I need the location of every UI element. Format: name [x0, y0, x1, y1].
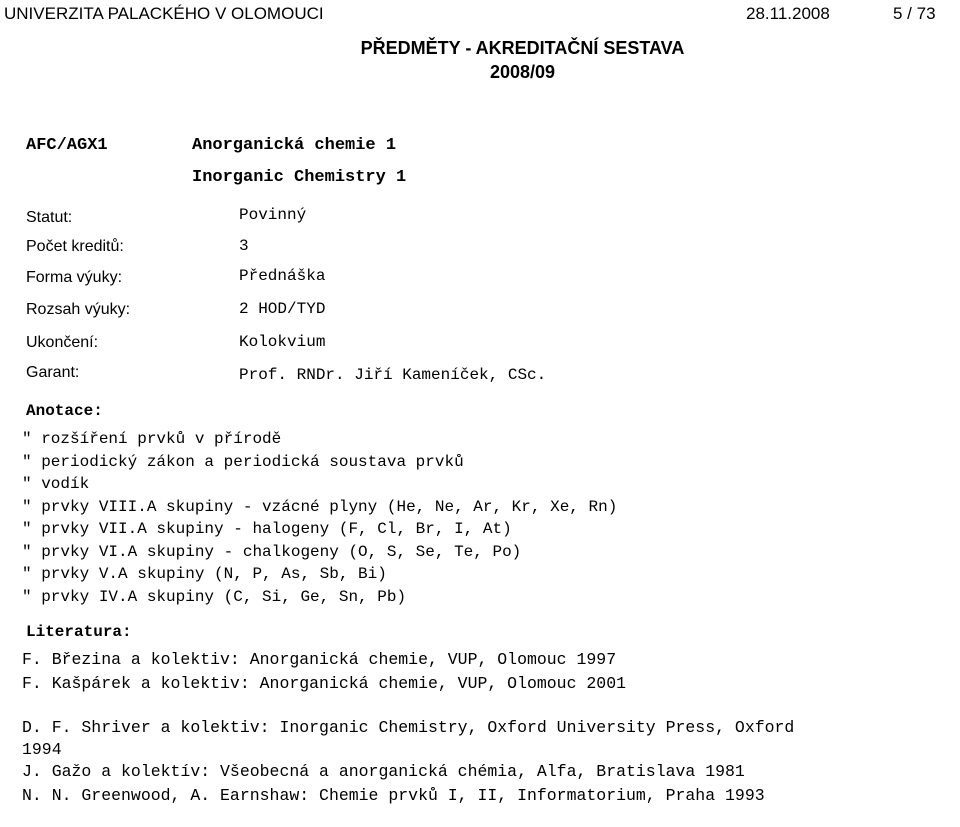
- literature-item: F. Kašpárek a kolektiv: Anorganická chemie, VUP, Olomouc 2001: [22, 674, 626, 693]
- value-credits: 3: [239, 237, 249, 255]
- annotation-item: " periodický zákon a periodická soustava prvků: [22, 452, 464, 471]
- page-number: 5 / 73: [893, 4, 936, 23]
- university-name: UNIVERZITA PALACKÉHO V OLOMOUCI: [4, 4, 324, 23]
- literature-item: N. N. Greenwood, A. Earnshaw: Chemie prvků I, II, Informatorium, Praha 1993: [22, 786, 765, 805]
- label-scope: Rozsah výuky:: [26, 301, 131, 318]
- annotation-item: " prvky VIII.A skupiny - vzácné plyny (He, Ne, Ar, Kr, Xe, Rn): [22, 497, 618, 516]
- literature-item: J. Gažo a kolektív: Všeobecná a anorganická chémia, Alfa, Bratislava 1981: [22, 762, 745, 781]
- report-date: 28.11.2008: [746, 4, 830, 23]
- value-completion: Kolokvium: [239, 333, 326, 351]
- label-completion: Ukončení:: [26, 334, 99, 351]
- report-title: PŘEDMĚTY - AKREDITAČNÍ SESTAVA: [360, 38, 685, 58]
- annotation-item: " prvky IV.A skupiny (C, Si, Ge, Sn, Pb): [22, 587, 407, 606]
- literature-item: D. F. Shriver a kolektiv: Inorganic Chemistry, Oxford University Press, Oxford: [22, 718, 795, 737]
- label-form: Forma výuky:: [26, 269, 123, 286]
- value-scope: 2 HOD/TYD: [239, 300, 326, 318]
- annotation-item: " prvky VI.A skupiny - chalkogeny (O, S, Se, Te, Po): [22, 542, 522, 561]
- annotation-item: " prvky V.A skupiny (N, P, As, Sb, Bi): [22, 565, 387, 583]
- report-year: 2008/09: [489, 62, 556, 82]
- value-statut: Povinný: [239, 206, 307, 224]
- literature-heading: Literatura:: [26, 623, 132, 641]
- label-statut: Statut:: [26, 209, 73, 226]
- course-name-en: Inorganic Chemistry 1: [192, 168, 407, 187]
- course-code: AFC/AGX1: [26, 136, 108, 155]
- label-credits: Počet kreditů:: [26, 238, 124, 255]
- literature-item-continuation: 1994: [22, 740, 62, 759]
- annotation-item: " rozšíření prvků v přírodě: [22, 430, 282, 448]
- value-guarantor: Prof. RNDr. Jiří Kameníček, CSc.: [239, 366, 547, 384]
- value-form: Přednáška: [239, 267, 326, 285]
- label-guarantor: Garant:: [26, 364, 80, 381]
- course-name-cz: Anorganická chemie 1: [192, 136, 397, 155]
- annotation-item: " prvky VII.A skupiny - halogeny (F, Cl, Br, I, At): [22, 520, 512, 538]
- annotation-item: " vodík: [22, 475, 90, 493]
- annotation-heading: Anotace:: [26, 402, 103, 420]
- annotation-list: [22, 428, 617, 608]
- literature-item: F. Březina a kolektiv: Anorganická chemie, VUP, Olomouc 1997: [22, 650, 617, 669]
